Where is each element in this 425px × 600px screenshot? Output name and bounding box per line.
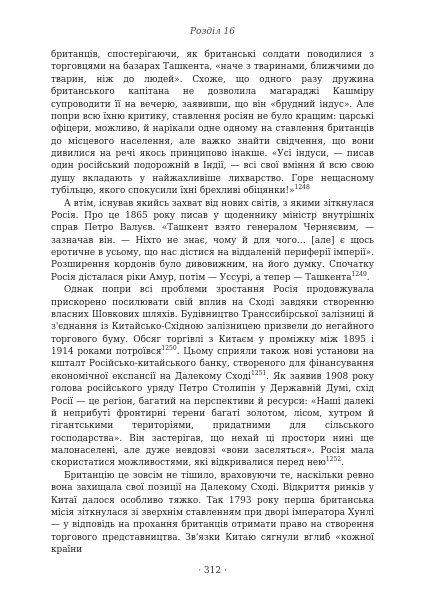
- paragraph-text: британців, спостерігаючи, як британські солдати поводилися з торговцями на базарах Ташкента, «наче з тваринами, ближчими до тварин, ніж до людей». Схоже, що одного разу дружина британського капітана не дозволила магараджі Кашміру супроводити її на вечерю, заявивши, що він «брудний індус». Але попри всю їхню критику, ставлення росіян не було кращим: царські офіцери, можливо, й нарікали одне одному на ставлення британців до місцевого населення, але важко знайти свідчення, що вони дивилися на речі якось принципово інакше. «Усі індуси, — писав один російський подорожній в Індії, — всі свої вміння й всю свою душу вкладають у найжахливіше лихварство. Горе нещасному тубільцю, якого спокусили їхні брехливі обіцянки!»: [51, 50, 374, 197]
- paragraph-text: .: [341, 458, 344, 469]
- body-text: [51, 49, 374, 556]
- paragraph-text: А втім, існував якийсь захват від нових світів, з якими зіткнулася Росія. Про це 1865 року писав у щоденнику міністр внутрішніх справ Петро Валуєв. «Ташкент взято генералом Черняєвим, — зазначав він. — Ніхто не знає, чому й для чого… [але] є щось еротичне в усьому, що нас дістися на віддаленій периферії імперії». Розширення кордонів було дивовижним, на його думку. Спочатку Росія дісталася ріки Амур, потім — Уссурі, а тепер — Ташкента: [51, 198, 374, 283]
- paragraph-text: Британцію це зовсім не тішило, враховуючи те, наскільки ревно вона захищала свої позиції на Далекому Сході. Відкриття ринків у Китаї далося особливо тяжко. Так 1793 року перша британська місія зіткнулася зі зверхнім ставленням при дворі імператора Хунлі — у відповідь на прохання британців отримати право на створення торгового представництва. Зв'язки Китаю сягнули вглиб «кожної країни: [51, 470, 374, 555]
- footnote-ref: 1249: [351, 270, 367, 278]
- paragraph: [51, 49, 374, 198]
- footnote-ref: 1248: [294, 184, 310, 192]
- paragraph: [51, 198, 374, 285]
- paragraph: [51, 470, 374, 557]
- page-number: · 312 ·: [198, 566, 227, 576]
- running-header: Розділ 16: [189, 27, 235, 37]
- paragraph-text: Однак попри всі проблеми зростання Росія продовжувала прискорено посилювати свій вплив на Сході завдяки створенню власних Шовкових шляхів. Будівництво Транссибірської залізниці й з'єднання із Китайсько-Східною залізницею призвели до негайного торгового буму. Обсяг торгівлі з Китаєм у проміжку між 1895 і 1914 роками потроївся: [51, 285, 374, 357]
- footnote-ref: 1250: [161, 345, 177, 353]
- paragraph-text: . Цьому сприяли також нові установи на кшталт Російсько-китайського банку, створеного для фінансування економічної експансії на Далекому Сході: [51, 347, 374, 382]
- paragraph: [51, 284, 374, 470]
- footnote-ref: 1252: [325, 456, 342, 464]
- paragraph-text: .: [366, 272, 370, 283]
- footnote-ref: 1251: [250, 369, 267, 377]
- paragraph-text: . Як заявив 1908 року голова російського уряду Петро Столипін у Державній Думі, схід Росії — це регіон, багатий на перспективи й ресурси: «Наші далекі й неприбуті фронтирні терени багаті золотом, лісом, хутром й гігантськими територіями, придатними для сільського господарства». Він застерігав, що нехай ці простори нині ще малонаселені, але дуже невдовзі «вони заселяться». Росія мала скористатися можливостями, які відкривалися перед нею: [51, 371, 374, 469]
